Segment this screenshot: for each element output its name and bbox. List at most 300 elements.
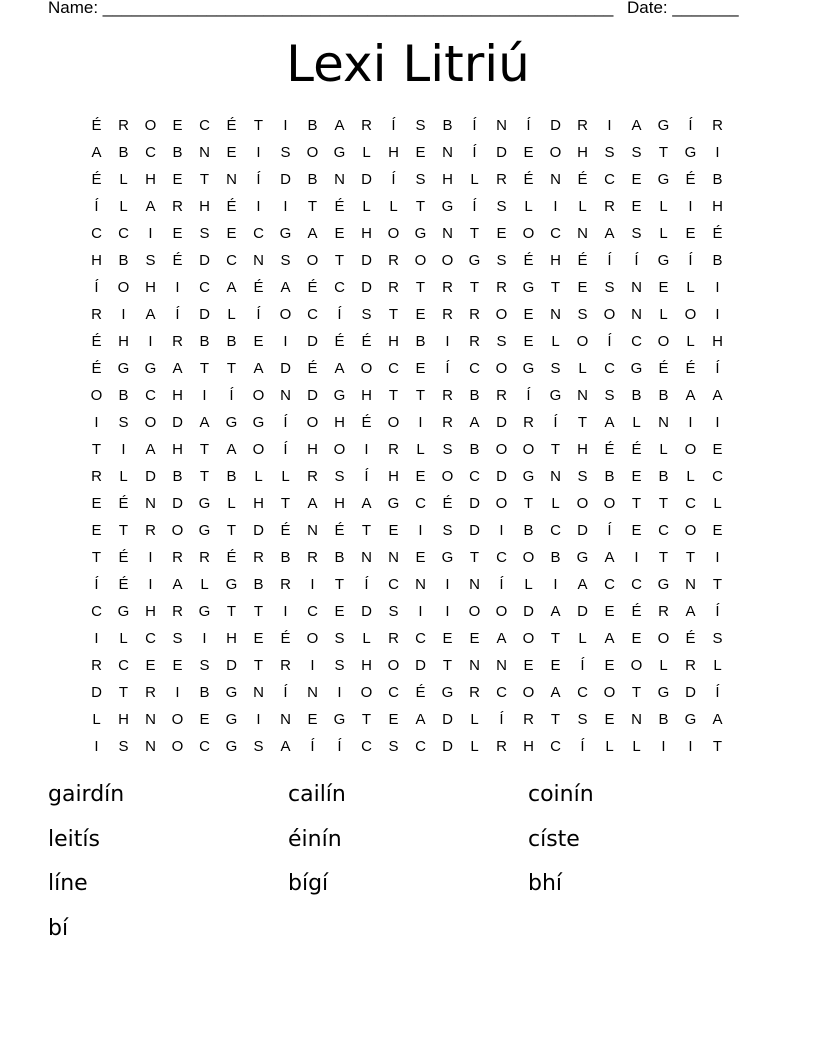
grid-letter: L: [470, 738, 479, 755]
grid-letter: N: [388, 549, 399, 566]
grid-letter: Í: [688, 117, 693, 134]
grid-letter: É: [226, 549, 237, 566]
grid-letter: S: [577, 306, 588, 323]
word-list-item: éinín: [288, 826, 342, 852]
grid-row: [83, 436, 743, 463]
grid-letter: T: [334, 252, 345, 269]
grid-letter: B: [469, 387, 480, 404]
grid-letter: É: [280, 630, 291, 647]
grid-letter: D: [361, 603, 372, 620]
grid-letter: Í: [472, 198, 477, 215]
grid-row: [83, 463, 743, 490]
grid-letter: A: [604, 225, 615, 242]
grid-letter: C: [253, 225, 264, 242]
grid-letter: H: [118, 333, 129, 350]
grid-letter: G: [630, 360, 643, 377]
grid-row: [83, 355, 743, 382]
grid-letter: L: [686, 333, 695, 350]
grid-row: [83, 544, 743, 571]
grid-letter: S: [604, 279, 615, 296]
grid-letter: É: [91, 171, 102, 188]
grid-letter: R: [388, 279, 399, 296]
grid-letter: T: [226, 603, 237, 620]
grid-letter: E: [631, 171, 642, 188]
grid-letter: G: [225, 711, 238, 728]
grid-letter: C: [415, 495, 426, 512]
grid-letter: A: [145, 306, 156, 323]
grid-letter: C: [118, 657, 129, 674]
grid-letter: É: [577, 252, 588, 269]
grid-letter: R: [442, 279, 453, 296]
grid-letter: C: [226, 252, 237, 269]
grid-letter: I: [715, 144, 720, 161]
grid-letter: N: [685, 576, 696, 593]
grid-letter: D: [361, 171, 372, 188]
grid-row: [83, 706, 743, 733]
grid-letter: H: [577, 441, 588, 458]
grid-letter: N: [307, 522, 318, 539]
grid-letter: T: [334, 576, 345, 593]
grid-letter: N: [307, 684, 318, 701]
grid-letter: N: [631, 711, 642, 728]
grid-letter: H: [388, 144, 399, 161]
grid-letter: D: [91, 684, 102, 701]
grid-letter: O: [387, 225, 400, 242]
grid-letter: N: [280, 711, 291, 728]
grid-letter: Í: [607, 252, 612, 269]
grid-row: [83, 301, 743, 328]
grid-letter: O: [684, 306, 697, 323]
grid-letter: D: [199, 306, 210, 323]
grid-letter: I: [283, 117, 288, 134]
grid-letter: L: [686, 279, 695, 296]
grid-letter: Í: [553, 414, 558, 431]
grid-letter: L: [659, 225, 668, 242]
grid-letter: S: [577, 468, 588, 485]
grid-letter: S: [442, 441, 453, 458]
grid-letter: R: [172, 198, 183, 215]
grid-letter: É: [118, 549, 129, 566]
grid-letter: Í: [283, 414, 288, 431]
grid-letter: D: [199, 252, 210, 269]
grid-letter: I: [148, 576, 153, 593]
grid-letter: N: [253, 252, 264, 269]
grid-letter: S: [577, 711, 588, 728]
grid-letter: D: [685, 684, 696, 701]
grid-letter: C: [550, 522, 561, 539]
grid-letter: G: [657, 117, 670, 134]
grid-letter: T: [199, 441, 210, 458]
grid-letter: I: [94, 414, 99, 431]
grid-letter: L: [362, 630, 371, 647]
grid-letter: O: [522, 225, 535, 242]
grid-letter: L: [524, 198, 533, 215]
grid-letter: O: [441, 468, 454, 485]
grid-letter: Í: [364, 468, 369, 485]
grid-letter: É: [604, 441, 615, 458]
grid-letter: E: [388, 711, 399, 728]
grid-letter: R: [172, 549, 183, 566]
grid-letter: O: [279, 306, 292, 323]
grid-letter: G: [657, 684, 670, 701]
grid-letter: O: [252, 387, 265, 404]
grid-letter: D: [361, 252, 372, 269]
grid-letter: N: [631, 306, 642, 323]
grid-letter: G: [333, 144, 346, 161]
grid-letter: A: [226, 279, 237, 296]
grid-letter: A: [199, 414, 210, 431]
grid-letter: R: [361, 117, 372, 134]
grid-letter: L: [119, 198, 128, 215]
grid-letter: B: [226, 468, 237, 485]
grid-letter: A: [550, 684, 561, 701]
grid-letter: E: [145, 657, 156, 674]
grid-letter: O: [387, 414, 400, 431]
grid-letter: B: [172, 144, 183, 161]
grid-letter: T: [685, 549, 696, 566]
grid-letter: S: [334, 657, 345, 674]
grid-letter: T: [712, 738, 723, 755]
grid-letter: C: [685, 495, 696, 512]
grid-letter: I: [634, 549, 639, 566]
grid-letter: Í: [229, 387, 234, 404]
grid-letter: L: [470, 711, 479, 728]
grid-letter: D: [523, 603, 534, 620]
grid-letter: L: [227, 306, 236, 323]
grid-letter: C: [361, 738, 372, 755]
grid-letter: E: [631, 468, 642, 485]
grid-letter: H: [334, 495, 345, 512]
grid-letter: H: [145, 171, 156, 188]
grid-letter: T: [550, 630, 561, 647]
grid-letter: O: [144, 414, 157, 431]
grid-letter: I: [256, 144, 261, 161]
grid-letter: L: [632, 738, 641, 755]
grid-letter: L: [659, 306, 668, 323]
grid-letter: G: [198, 495, 211, 512]
grid-letter: H: [145, 603, 156, 620]
grid-letter: B: [118, 252, 129, 269]
grid-row: [83, 733, 743, 760]
grid-letter: Í: [580, 738, 585, 755]
grid-letter: I: [283, 603, 288, 620]
grid-letter: G: [657, 252, 670, 269]
grid-letter: A: [604, 414, 615, 431]
grid-letter: O: [603, 306, 616, 323]
grid-letter: I: [418, 414, 423, 431]
grid-letter: L: [578, 198, 587, 215]
grid-letter: L: [551, 495, 560, 512]
grid-letter: I: [283, 198, 288, 215]
grid-letter: R: [307, 549, 318, 566]
grid-letter: T: [631, 684, 642, 701]
grid-row: [83, 247, 743, 274]
grid-letter: R: [523, 414, 534, 431]
grid-letter: I: [94, 630, 99, 647]
grid-letter: A: [685, 387, 696, 404]
grid-letter: N: [145, 711, 156, 728]
grid-letter: S: [388, 603, 399, 620]
grid-letter: C: [307, 306, 318, 323]
grid-letter: L: [713, 495, 722, 512]
grid-letter: E: [604, 603, 615, 620]
grid-letter: B: [658, 468, 669, 485]
grid-letter: C: [604, 171, 615, 188]
grid-letter: T: [469, 225, 480, 242]
grid-letter: Í: [256, 171, 261, 188]
grid-row: [83, 598, 743, 625]
grid-letter: R: [442, 306, 453, 323]
grid-letter: A: [307, 225, 318, 242]
grid-letter: R: [496, 171, 507, 188]
grid-letter: E: [415, 549, 426, 566]
grid-letter: R: [280, 576, 291, 593]
grid-letter: É: [253, 279, 264, 296]
grid-letter: E: [631, 630, 642, 647]
grid-letter: O: [495, 603, 508, 620]
grid-letter: R: [469, 333, 480, 350]
grid-letter: T: [550, 711, 561, 728]
grid-letter: O: [360, 360, 373, 377]
grid-letter: I: [121, 306, 126, 323]
grid-row: [83, 679, 743, 706]
grid-letter: I: [688, 198, 693, 215]
grid-letter: É: [415, 684, 426, 701]
grid-letter: S: [550, 360, 561, 377]
grid-letter: Í: [337, 738, 342, 755]
word-list-item: líne: [48, 871, 88, 896]
grid-letter: S: [604, 144, 615, 161]
grid-letter: Í: [499, 711, 504, 728]
grid-letter: G: [387, 495, 400, 512]
grid-letter: I: [715, 279, 720, 296]
grid-letter: A: [604, 549, 615, 566]
grid-letter: T: [361, 522, 372, 539]
grid-letter: D: [496, 144, 507, 161]
grid-letter: A: [631, 117, 642, 134]
grid-letter: O: [630, 657, 643, 674]
grid-letter: C: [118, 225, 129, 242]
grid-letter: B: [334, 549, 345, 566]
grid-letter: R: [91, 468, 102, 485]
grid-letter: Í: [94, 279, 99, 296]
grid-letter: G: [468, 252, 481, 269]
grid-letter: E: [496, 225, 507, 242]
grid-letter: E: [307, 711, 318, 728]
grid-letter: O: [90, 387, 103, 404]
grid-letter: É: [334, 522, 345, 539]
grid-letter: H: [334, 414, 345, 431]
grid-letter: E: [712, 522, 723, 539]
grid-letter: B: [118, 387, 129, 404]
word-list-item: leitís: [48, 826, 100, 852]
grid-letter: T: [415, 279, 426, 296]
grid-letter: R: [145, 522, 156, 539]
grid-letter: O: [603, 495, 616, 512]
grid-letter: R: [145, 684, 156, 701]
grid-letter: C: [91, 603, 102, 620]
grid-letter: D: [145, 468, 156, 485]
grid-letter: É: [226, 117, 237, 134]
grid-letter: S: [631, 225, 642, 242]
grid-letter: E: [172, 225, 183, 242]
grid-letter: O: [495, 360, 508, 377]
grid-letter: Í: [337, 306, 342, 323]
grid-letter: Í: [688, 252, 693, 269]
grid-letter: R: [199, 549, 210, 566]
word-list: [48, 780, 768, 958]
grid-letter: C: [577, 684, 588, 701]
grid-letter: E: [388, 522, 399, 539]
grid-letter: T: [307, 198, 318, 215]
page-title: Lexi Litriú: [286, 35, 530, 93]
grid-letter: E: [685, 225, 696, 242]
grid-letter: H: [199, 198, 210, 215]
grid-letter: S: [442, 522, 453, 539]
grid-letter: N: [577, 225, 588, 242]
grid-letter: Í: [391, 117, 396, 134]
grid-letter: L: [659, 198, 668, 215]
grid-letter: B: [712, 171, 723, 188]
grid-letter: R: [469, 684, 480, 701]
grid-letter: N: [145, 738, 156, 755]
grid-row: [83, 220, 743, 247]
grid-letter: L: [551, 333, 560, 350]
grid-letter: H: [361, 387, 372, 404]
grid-letter: L: [524, 576, 533, 593]
grid-letter: I: [283, 333, 288, 350]
grid-letter: T: [523, 495, 534, 512]
grid-letter: R: [442, 414, 453, 431]
grid-letter: É: [712, 225, 723, 242]
grid-letter: T: [469, 279, 480, 296]
grid-letter: E: [523, 306, 534, 323]
grid-letter: B: [469, 441, 480, 458]
grid-letter: O: [333, 441, 346, 458]
grid-letter: O: [306, 414, 319, 431]
grid-letter: G: [279, 225, 292, 242]
grid-letter: É: [118, 576, 129, 593]
grid-letter: T: [469, 549, 480, 566]
grid-letter: H: [442, 171, 453, 188]
grid-letter: B: [172, 468, 183, 485]
grid-letter: E: [631, 522, 642, 539]
grid-letter: C: [604, 360, 615, 377]
grid-letter: A: [280, 279, 291, 296]
grid-letter: I: [418, 603, 423, 620]
grid-letter: Í: [256, 306, 261, 323]
grid-letter: A: [361, 495, 372, 512]
grid-letter: O: [657, 333, 670, 350]
grid-row: [83, 193, 743, 220]
grid-letter: S: [172, 630, 183, 647]
grid-letter: B: [415, 333, 426, 350]
grid-letter: I: [688, 414, 693, 431]
grid-letter: D: [307, 387, 318, 404]
grid-letter: T: [253, 657, 264, 674]
grid-letter: R: [91, 306, 102, 323]
grid-letter: G: [117, 603, 130, 620]
grid-letter: A: [496, 630, 507, 647]
grid-letter: N: [550, 468, 561, 485]
grid-letter: C: [199, 117, 210, 134]
grid-letter: N: [469, 657, 480, 674]
grid-letter: N: [226, 171, 237, 188]
grid-letter: O: [117, 279, 130, 296]
name-field: Name: ______________________________________________________: [48, 0, 614, 17]
grid-letter: E: [226, 225, 237, 242]
grid-letter: E: [253, 630, 264, 647]
grid-letter: G: [117, 360, 130, 377]
grid-letter: É: [523, 171, 534, 188]
grid-letter: H: [712, 198, 723, 215]
grid-letter: C: [550, 225, 561, 242]
grid-letter: R: [577, 117, 588, 134]
grid-letter: R: [172, 333, 183, 350]
grid-letter: B: [307, 171, 318, 188]
grid-letter: E: [712, 441, 723, 458]
grid-letter: R: [91, 657, 102, 674]
grid-letter: O: [576, 333, 589, 350]
grid-letter: N: [253, 684, 264, 701]
grid-letter: R: [118, 117, 129, 134]
grid-letter: E: [604, 657, 615, 674]
grid-letter: Í: [364, 576, 369, 593]
grid-letter: I: [148, 225, 153, 242]
grid-letter: A: [91, 144, 102, 161]
grid-letter: R: [388, 630, 399, 647]
grid-row: [83, 166, 743, 193]
grid-letter: Í: [94, 198, 99, 215]
grid-letter: H: [118, 711, 129, 728]
grid-letter: G: [684, 144, 697, 161]
grid-letter: T: [91, 441, 102, 458]
grid-letter: C: [145, 387, 156, 404]
grid-letter: E: [604, 711, 615, 728]
grid-letter: É: [334, 198, 345, 215]
grid-letter: É: [361, 414, 372, 431]
grid-letter: T: [91, 549, 102, 566]
grid-letter: H: [172, 441, 183, 458]
grid-letter: I: [94, 738, 99, 755]
grid-letter: A: [307, 495, 318, 512]
grid-letter: T: [280, 495, 291, 512]
grid-letter: I: [688, 738, 693, 755]
grid-letter: C: [199, 738, 210, 755]
grid-letter: L: [389, 198, 398, 215]
grid-letter: E: [550, 657, 561, 674]
grid-letter: S: [253, 738, 264, 755]
grid-letter: R: [253, 549, 264, 566]
grid-letter: L: [119, 171, 128, 188]
grid-letter: A: [226, 441, 237, 458]
grid-letter: C: [91, 225, 102, 242]
grid-letter: E: [523, 657, 534, 674]
grid-letter: É: [307, 360, 318, 377]
grid-letter: B: [442, 117, 453, 134]
grid-letter: É: [577, 171, 588, 188]
grid-letter: R: [442, 387, 453, 404]
grid-letter: A: [712, 711, 723, 728]
grid-letter: R: [496, 387, 507, 404]
grid-letter: A: [685, 603, 696, 620]
grid-letter: I: [715, 549, 720, 566]
grid-letter: Í: [526, 117, 531, 134]
grid-letter: A: [145, 198, 156, 215]
grid-letter: R: [469, 306, 480, 323]
grid-letter: D: [415, 657, 426, 674]
word-list-item: gairdín: [48, 782, 125, 807]
